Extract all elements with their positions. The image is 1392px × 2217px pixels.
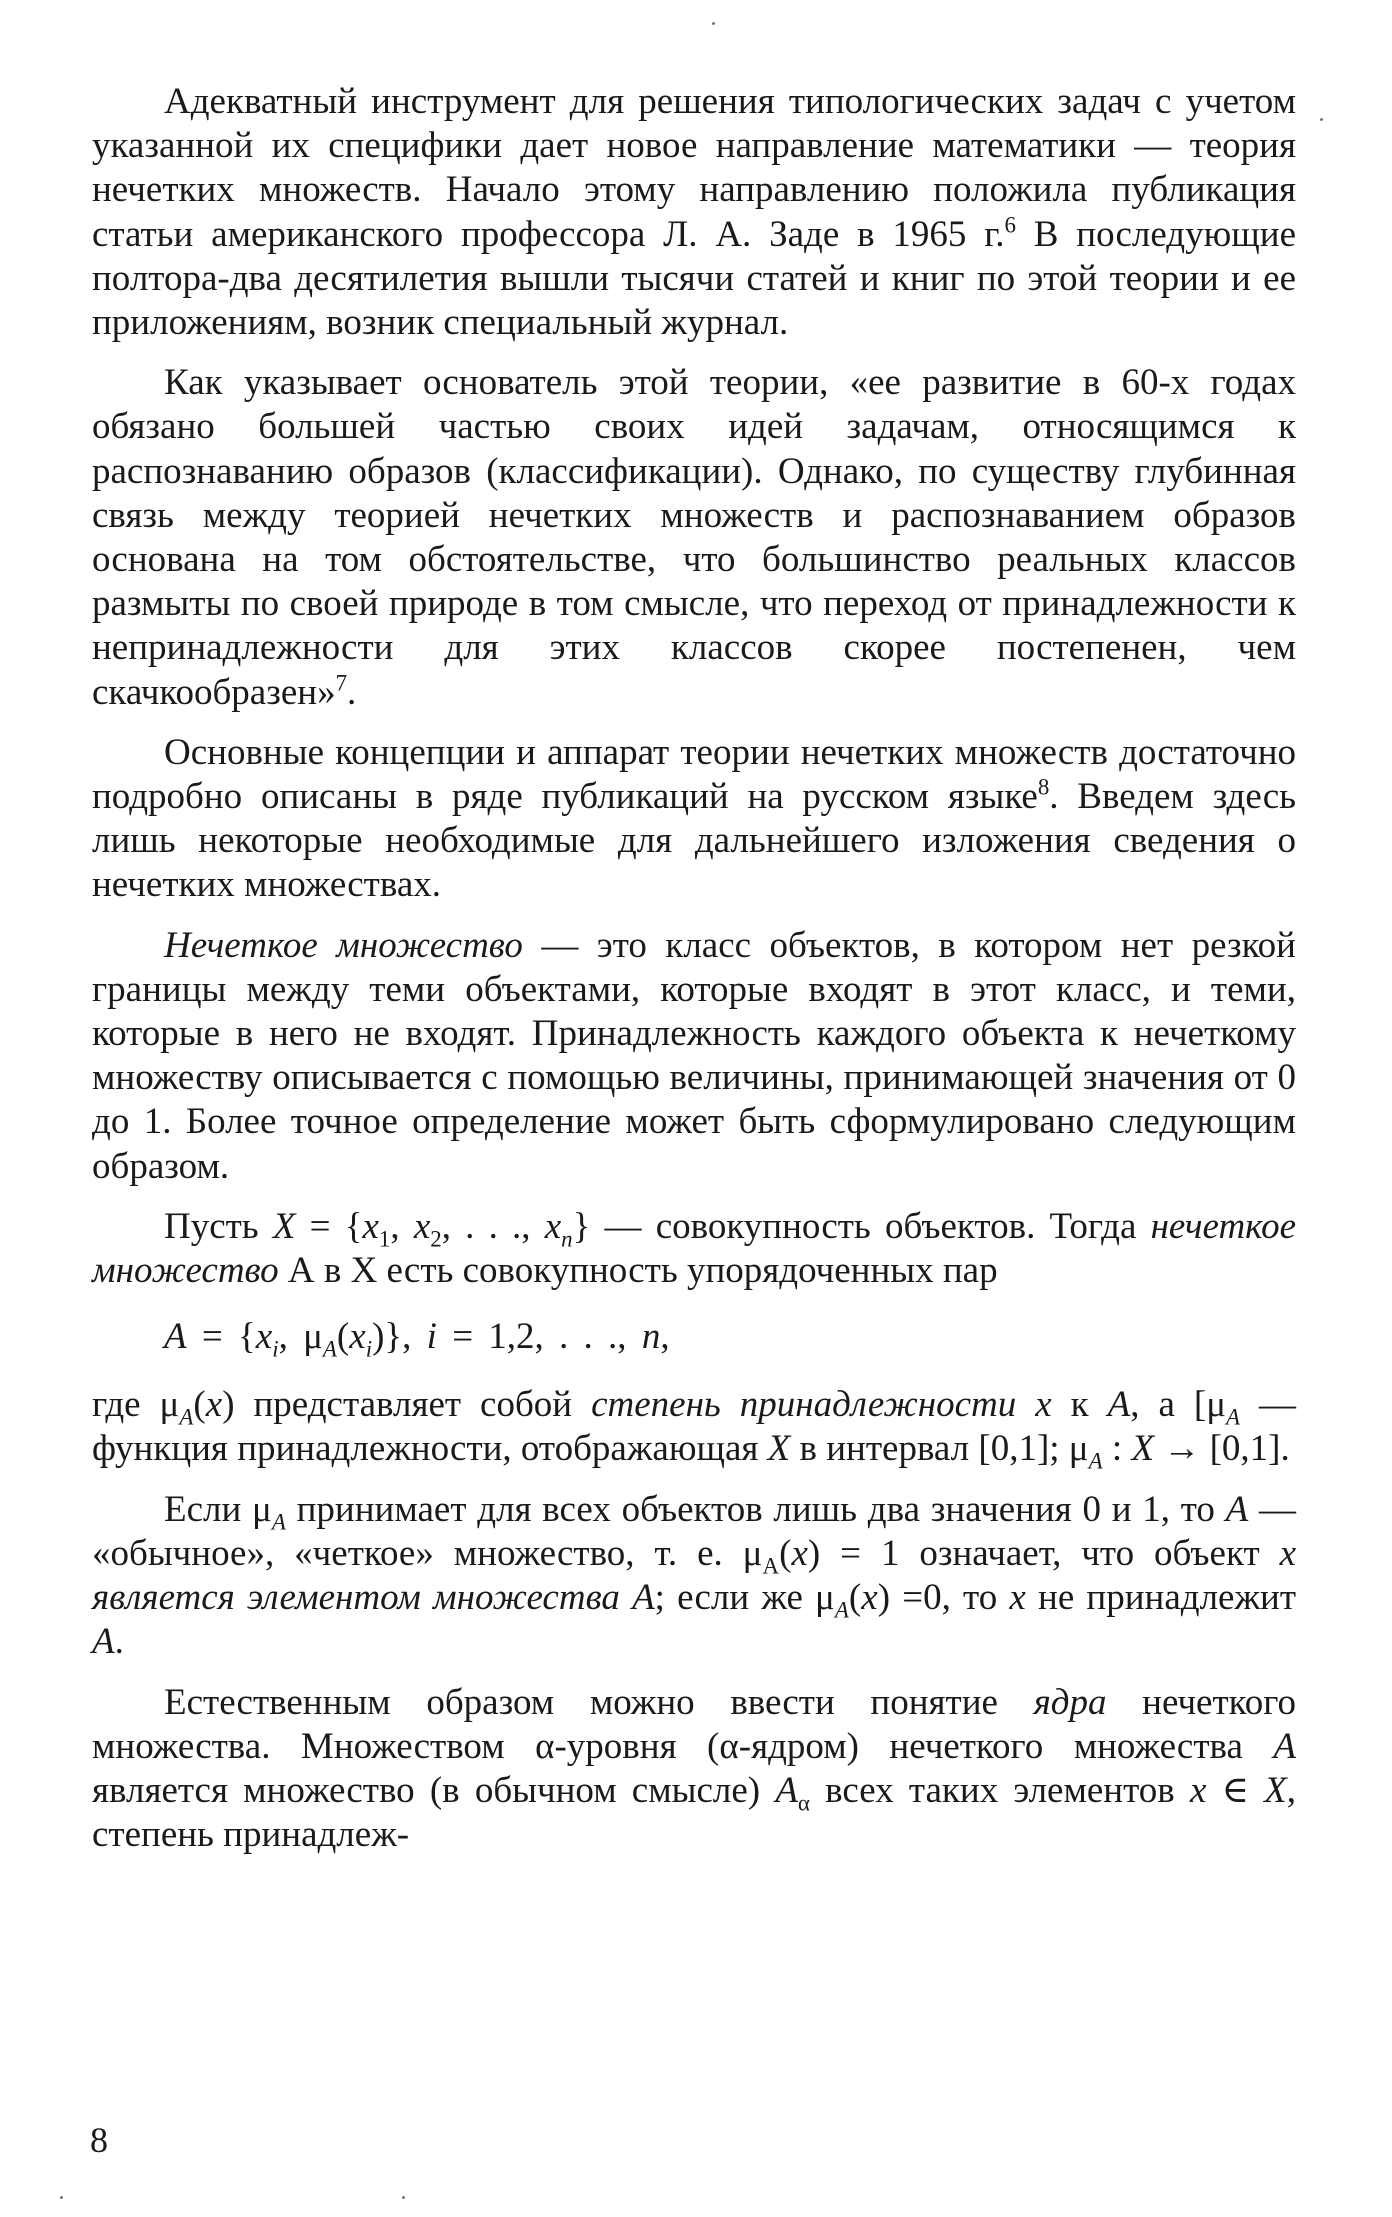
- text-run: , μ: [278, 1316, 323, 1358]
- text-run: } — совокупность объектов. Тогда: [572, 1205, 1151, 1247]
- paragraph-formal-definition: [92, 1205, 1296, 1293]
- italic-text: i: [426, 1316, 437, 1358]
- italic-text: A: [1225, 1488, 1249, 1530]
- text-run: = {: [186, 1316, 256, 1358]
- italic-text: x: [1035, 1384, 1052, 1426]
- text-run: .: [114, 1621, 124, 1663]
- footnote-ref: 6: [1004, 212, 1016, 238]
- italic-text: степень принадлежности: [591, 1384, 1017, 1426]
- italic-text: n: [641, 1316, 661, 1358]
- text-run: к: [1051, 1384, 1108, 1426]
- italic-text: Нечеткое множество: [164, 924, 523, 966]
- text-run: (: [848, 1577, 862, 1619]
- text-run: где μ: [92, 1384, 180, 1426]
- text-run: ∈: [1206, 1769, 1265, 1811]
- subscript: A: [762, 1553, 780, 1579]
- paragraph-alpha-level: [92, 1681, 1296, 1858]
- italic-text: нечеткое множество: [92, 1205, 1296, 1292]
- subscript: i: [272, 1336, 279, 1362]
- text-run: . Введем здесь лишь некоторые необходимые для дальнейшего изложения сведения о нечетких множествах.: [92, 776, 1296, 906]
- subscript: A: [271, 1509, 286, 1535]
- text-run: ,: [660, 1316, 670, 1358]
- formula-fuzzy-set: [164, 1315, 1296, 1362]
- text-run: А в Х есть совокупность упорядоченных пар: [278, 1250, 998, 1292]
- italic-text: X: [1264, 1769, 1287, 1811]
- italic-text: x: [205, 1384, 223, 1426]
- italic-text: x: [861, 1577, 878, 1619]
- subscript: A: [834, 1597, 849, 1623]
- text-run: Естественным образом можно ввести понятие: [164, 1681, 1034, 1723]
- print-speck: [60, 2196, 63, 2199]
- text-run: [1016, 1384, 1035, 1425]
- footnote-ref: 8: [1037, 774, 1050, 800]
- italic-text: A: [1107, 1384, 1131, 1426]
- text-run: не принадлежит: [1025, 1577, 1297, 1619]
- text-run: принимает для всех объектов лишь два значения 0 и 1, то: [285, 1488, 1226, 1530]
- italic-text: A: [775, 1769, 798, 1811]
- text-run: всех таких элементов: [809, 1769, 1190, 1811]
- italic-text: x: [544, 1205, 562, 1247]
- text-run: нечеткого множества. Множеством α-уровня (α-ядром) нечеткого множества: [92, 1681, 1296, 1767]
- subscript: A: [179, 1404, 194, 1430]
- text-run: )},: [372, 1316, 427, 1358]
- text-run: — функция принадлежности, отображающая: [92, 1384, 1297, 1470]
- text-run: (: [193, 1384, 206, 1426]
- text-run: :: [1102, 1428, 1132, 1470]
- text-run: является множество (в обычном смысле): [92, 1769, 776, 1811]
- italic-text: x: [1189, 1769, 1207, 1811]
- print-speck: [1320, 118, 1323, 121]
- text-run: , . . .,: [441, 1205, 545, 1247]
- text-run: — «обычное», «четкое» множество, т. е. μ: [92, 1488, 1297, 1574]
- body-text: [92, 80, 1296, 1857]
- text-run: Если μ: [164, 1488, 272, 1530]
- text-run: → [0,1].: [1154, 1428, 1290, 1470]
- italic-text: ядра: [1033, 1681, 1107, 1723]
- text-run: (: [336, 1316, 350, 1358]
- text-run: ,: [390, 1205, 414, 1247]
- text-run: ) =0, то: [877, 1577, 1010, 1619]
- subscript: A: [1226, 1404, 1241, 1430]
- italic-text: x является элементом множества A: [92, 1532, 1297, 1619]
- subscript: n: [561, 1226, 573, 1252]
- subscript: 1: [378, 1226, 391, 1252]
- paragraph-definition: [92, 924, 1296, 1189]
- paragraph-concepts: [92, 731, 1296, 908]
- text-run: = 1,2, . . .,: [436, 1316, 642, 1358]
- text-run: .: [347, 671, 357, 713]
- italic-text: A: [1273, 1725, 1296, 1767]
- text-run: В последующие полтора-два десятилетия вышли тысячи статей и книг по этой теории и ее приложениям, возник специальный журнал.: [92, 213, 1296, 344]
- paragraph-founder-quote: [92, 361, 1296, 715]
- paragraph-crisp-set: [92, 1488, 1296, 1665]
- subscript: A: [322, 1336, 337, 1362]
- text-run: — это класс объектов, в котором нет резкой границы между теми объектами, которые входят в этот класс, и теми, которые в него не входят. Принадлежность каждого объекта к нечеткому множеству описывается с помощью величины, принимающей значения от 0 до 1. Более точное определение может быть сформулировано следующим образом.: [92, 924, 1296, 1187]
- italic-text: x: [255, 1316, 273, 1358]
- text-run: ; если же μ: [654, 1577, 835, 1619]
- print-speck: [712, 22, 715, 25]
- text-run: Адекватный инструмент для решения типологических задач с учетом указанной их специфики дает новое направление математики — теория нечетких множеств. Начало этому направлению положила публикация статьи американского профессора Л. А. Заде в 1965 г.: [92, 81, 1296, 255]
- text-run: Основные концепции и аппарат теории нечетких множеств достаточно подробно описаны в ряде публикаций на русском языке: [92, 731, 1296, 818]
- subscript: A: [1088, 1448, 1103, 1474]
- paragraph-fuzzy-sets-intro: [92, 80, 1296, 345]
- italic-text: A: [164, 1316, 187, 1358]
- text-run: , степень принадлеж-: [92, 1769, 1296, 1856]
- subscript: i: [365, 1336, 373, 1362]
- print-speck: [402, 2196, 405, 2199]
- italic-text: X: [272, 1205, 296, 1247]
- italic-text: x: [1009, 1577, 1026, 1619]
- subscript: 2: [430, 1226, 442, 1252]
- italic-text: X: [767, 1428, 791, 1470]
- text-run: (: [779, 1532, 792, 1574]
- text-run: , а [μ: [1130, 1384, 1227, 1426]
- italic-text: x: [349, 1316, 366, 1358]
- italic-text: A: [92, 1621, 115, 1663]
- text-run: = {: [295, 1205, 363, 1247]
- italic-text: x: [791, 1532, 808, 1574]
- italic-text: x: [413, 1205, 431, 1247]
- text-run: в интервал [0,1]; μ: [790, 1428, 1089, 1470]
- text-run: Пусть: [164, 1205, 273, 1247]
- footnote-ref: 7: [335, 670, 348, 696]
- text-run: ) = 1 означает, что объект: [807, 1532, 1280, 1574]
- page-number: 8: [90, 2120, 108, 2160]
- italic-text: X: [1131, 1428, 1155, 1470]
- subscript: α: [797, 1790, 810, 1816]
- paragraph-membership-degree: [92, 1383, 1297, 1474]
- italic-text: x: [362, 1205, 379, 1247]
- text-run: Как указывает основатель этой теории, «ее развитие в 60-х годах обязано большей частью своих идей задачам, относящимся к распознаванию образов (классификации). Однако, по существу глубинная связь между теорией нечетких множеств и распознаванием образов основана на том обстоятельстве, что большинство реальных классов размыты по своей природе в том смысле, что переход от принадлежности к непринадлежности для этих классов скорее постепенен, чем скачкообразен»: [92, 362, 1296, 713]
- text-run: ) представляет собой: [222, 1384, 592, 1426]
